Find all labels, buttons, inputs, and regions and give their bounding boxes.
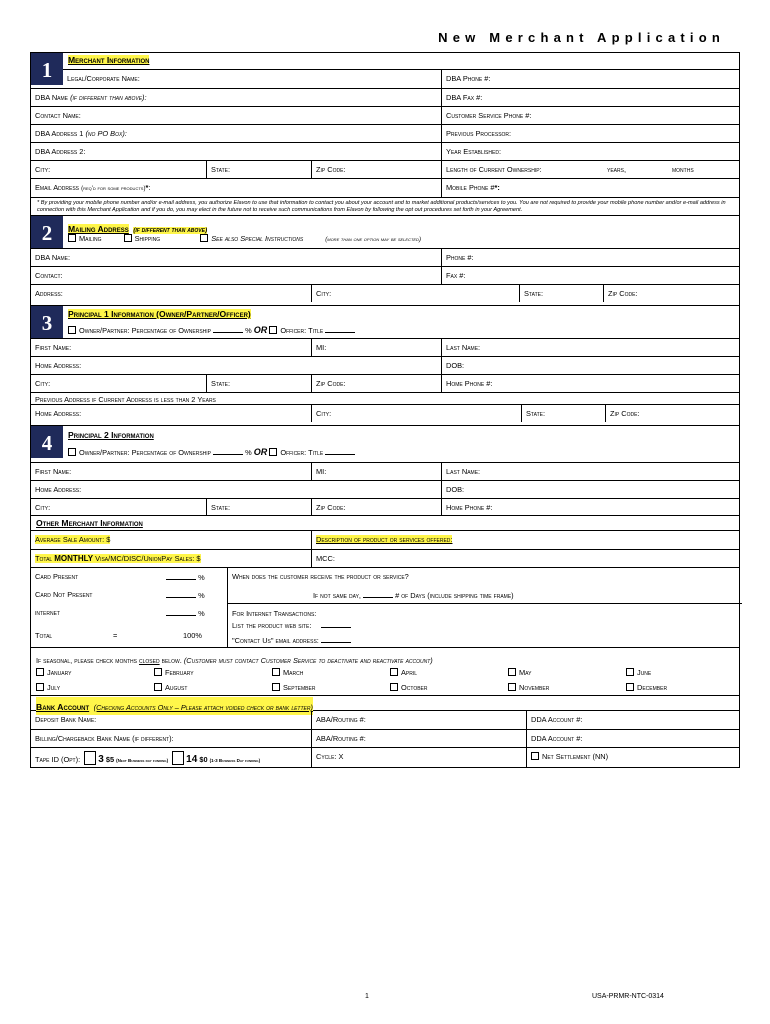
application-form xyxy=(30,52,740,768)
section-mailing-address: 2 Mailing Address (if different than above) Mailing Shipping See also Special Instructions (more than one option may be selected) DBA Name: Phone #: Contact: Fax #: Address: City: State: Zip Code: xyxy=(30,216,740,306)
tape-14-checkbox[interactable] xyxy=(172,751,184,765)
p2-mi-field[interactable]: MI: xyxy=(311,463,441,480)
card-not-present-pct-input[interactable]: % xyxy=(166,590,205,600)
mail-contact-field[interactable]: Contact: xyxy=(35,271,63,280)
mobile-phone-field[interactable]: Mobile Phone #*: xyxy=(441,179,741,197)
section-heading: Principal 2 Information xyxy=(68,430,154,440)
dba-address1-field[interactable]: DBA Address 1 (no PO Box): xyxy=(35,129,127,138)
deposit-dda-field[interactable]: DDA Account #: xyxy=(526,711,741,729)
p1-dob-field[interactable]: DOB: xyxy=(441,357,741,374)
page-title: New Merchant Application xyxy=(438,30,725,45)
p2-zip-field[interactable]: Zip Code: xyxy=(311,499,441,516)
p2-dob-field[interactable]: DOB: xyxy=(441,481,741,498)
p1-home-phone-field[interactable]: Home Phone #: xyxy=(441,375,741,392)
cs-phone-field[interactable]: Customer Service Phone #: xyxy=(441,107,741,124)
p1-first-name-field[interactable]: First Name: xyxy=(35,343,72,352)
prev-processor-field[interactable]: Previous Processor: xyxy=(441,125,741,142)
billing-aba-field[interactable]: ABA/Routing #: xyxy=(311,730,526,747)
month-checkbox-may[interactable]: May xyxy=(508,668,531,677)
tape-3-checkbox[interactable] xyxy=(84,751,96,765)
p1-prev-address-field[interactable]: Home Address: xyxy=(35,409,82,418)
card-present-pct-input[interactable]: % xyxy=(166,572,205,582)
month-checkbox-august[interactable]: August xyxy=(154,683,187,692)
form-code: USA-PRMR-NTC-0314 xyxy=(592,993,664,1000)
mail-state-field[interactable]: State: xyxy=(519,285,604,302)
mail-city-field[interactable]: City: xyxy=(311,285,521,302)
ownership-pct-input[interactable] xyxy=(213,325,243,333)
p1-prev-state-field[interactable]: State: xyxy=(521,405,606,422)
owner-partner-checkbox[interactable]: Owner/Partner: Percentage of Ownership xyxy=(68,326,211,335)
p1-city-field[interactable]: City: xyxy=(35,379,51,388)
billing-bank-field[interactable]: Billing/Chargeback Bank Name (if different): xyxy=(35,734,174,743)
page-number: 1 xyxy=(365,993,369,1000)
month-checkbox-march[interactable]: March xyxy=(272,668,303,677)
product-description-field[interactable]: Description of product or services offered: xyxy=(311,531,741,549)
previous-address-note: Previous Address if Current Address is less than 2 Years xyxy=(35,395,216,404)
privacy-disclaimer: * By providing your mobile phone number and/or e-mail address, you authorize Elavon to use that information to contact you about your account and to market additional products/services to you. You are not required to provide your mobile phone number and/or e-mail address in connection with this Merchant Application and if you do, you may elect in the future not to receive such communications from Elavon by following the opt out procedures set forth in your Agreement. xyxy=(31,197,739,216)
average-sale-field[interactable]: Average Sale Amount: $ xyxy=(35,535,111,544)
dba-address2-field[interactable]: DBA Address 2: xyxy=(35,147,86,156)
month-checkbox-february[interactable]: February xyxy=(154,668,194,677)
billing-dda-field[interactable]: DDA Account #: xyxy=(526,730,741,747)
mail-zip-field[interactable]: Zip Code: xyxy=(603,285,741,302)
mcc-field[interactable]: MCC: xyxy=(311,550,741,567)
section-number-3: 3 xyxy=(31,306,63,338)
net-settlement-checkbox[interactable]: Net Settlement (NN) xyxy=(526,748,741,767)
month-checkbox-january[interactable]: January xyxy=(36,668,71,677)
section-heading: Mailing Address xyxy=(68,224,129,234)
p1-state-field[interactable]: State: xyxy=(206,375,311,392)
p1-prev-city-field[interactable]: City: xyxy=(311,405,521,422)
section-heading: Merchant Information xyxy=(68,55,150,65)
p1-prev-zip-field[interactable]: Zip Code: xyxy=(605,405,741,422)
days-input[interactable]: If not same day, # of Days (include shipping time frame) xyxy=(313,591,514,600)
month-checkbox-april[interactable]: April xyxy=(390,668,417,677)
section-heading: Other Merchant Information xyxy=(36,518,143,528)
section-bank-account: Bank Account (Checking Accounts Only – Please attach voided check or bank letter) Deposit Bank Name: ABA/Routing #: DDA Account #: Billing/Chargeback Bank Name (if different): ABA/Routing #: DDA Account #: Tape ID (Opt): 3 $5 (Next Business day funding) 14 $0 (1-3 Business Day funding) Cycle: X Net Settlement (NN) xyxy=(30,696,740,768)
p2-home-address-field[interactable]: Home Address: xyxy=(35,485,82,494)
email-field[interactable]: Email Address (req'd for some products)*: xyxy=(35,183,151,192)
mail-dba-name-field[interactable]: DBA Name: xyxy=(35,253,71,262)
section-heading: Principal 1 Information (Owner/Partner/Officer) xyxy=(68,309,251,319)
web-site-input[interactable]: List the product web site: xyxy=(232,620,351,630)
section-principal-1: 3 Principal 1 Information (Owner/Partner/Officer) Owner/Partner: Percentage of Ownership % OR Officer: Title First Name: MI: Last Name: Home Address: DOB: City: State: Zip Code: Home Phone #: Previous Address if Current Address is less than 2 Years Home Address: City: State: Zip Code: xyxy=(30,306,740,426)
internet-pct-input[interactable]: % xyxy=(166,608,205,618)
total-monthly-sales-field[interactable]: Total MONTHLY Visa/MC/DISC/UnionPay Sales: $ xyxy=(35,554,201,563)
mail-fax-field[interactable]: Fax #: xyxy=(441,267,741,284)
officer-checkbox[interactable]: Officer: Title xyxy=(269,326,323,335)
month-checkbox-december[interactable]: December xyxy=(626,683,667,692)
month-checkbox-june[interactable]: June xyxy=(626,668,651,677)
month-checkbox-september[interactable]: September xyxy=(272,683,315,692)
p2-home-phone-field[interactable]: Home Phone #: xyxy=(441,499,741,516)
month-checkbox-november[interactable]: November xyxy=(508,683,549,692)
section-seasonal: If seasonal, please check months closed below. (Customer must contact Customer Service to deactivate and reactivate account) January February March April May June July August September October November December xyxy=(30,648,740,696)
zip-field[interactable]: Zip Code: xyxy=(311,161,441,178)
p1-home-address-field[interactable]: Home Address: xyxy=(35,361,82,370)
section-merchant-information xyxy=(30,52,740,216)
p1-zip-field[interactable]: Zip Code: xyxy=(311,375,441,392)
length-ownership-field[interactable]: Length of Current Ownership: years, months xyxy=(441,161,741,178)
month-checkbox-july[interactable]: July xyxy=(36,683,60,692)
cycle-field: Cycle: X xyxy=(311,748,526,767)
special-instructions-checkbox[interactable]: See also Special Instructions xyxy=(200,234,303,243)
p2-officer-title-input[interactable] xyxy=(325,447,355,455)
contact-name-field[interactable]: Contact Name: xyxy=(35,111,81,120)
legal-name-field[interactable]: Legal/Corporate Name: xyxy=(67,74,140,83)
mailing-checkbox[interactable]: Mailing xyxy=(68,234,102,243)
tape-id-field: Tape ID (Opt): 3 $5 (Next Business day funding) 14 $0 (1-3 Business Day funding) xyxy=(31,748,311,767)
p2-owner-partner-checkbox[interactable]: Owner/Partner: Percentage of Ownership xyxy=(68,448,211,457)
officer-title-input[interactable] xyxy=(325,325,355,333)
dba-name-field[interactable]: DBA Name (if different than above): xyxy=(35,93,147,102)
section-number-2: 2 xyxy=(31,216,63,248)
section-number-1: 1 xyxy=(31,53,63,85)
section-number-4: 4 xyxy=(31,426,63,458)
p2-first-name-field[interactable]: First Name: xyxy=(35,467,72,476)
shipping-checkbox[interactable]: Shipping xyxy=(124,234,161,243)
city-field[interactable]: City: xyxy=(35,165,51,174)
month-checkbox-october[interactable]: October xyxy=(390,683,428,692)
dba-fax-field[interactable]: DBA Fax #: xyxy=(441,89,741,106)
deposit-aba-field[interactable]: ABA/Routing #: xyxy=(311,711,526,729)
mail-phone-field[interactable]: Phone #: xyxy=(441,249,741,266)
p2-city-field[interactable]: City: xyxy=(35,503,51,512)
p1-last-name-field[interactable]: Last Name: xyxy=(441,339,741,356)
p1-mi-field[interactable]: MI: xyxy=(311,339,441,356)
deposit-bank-field[interactable]: Deposit Bank Name: xyxy=(35,715,97,724)
state-field[interactable]: State: xyxy=(206,161,311,178)
mail-address-field[interactable]: Address: xyxy=(35,289,63,298)
dba-phone-field[interactable]: DBA Phone #: xyxy=(441,70,741,88)
p2-last-name-field[interactable]: Last Name: xyxy=(441,463,741,480)
section-other-merchant-info: Other Merchant Information Average Sale Amount: $ Description of product or services offered: Total MONTHLY Visa/MC/DISC/UnionPay Sales: $ MCC: Card Present Card Not Present internet Total = % % % 100% When does the customer receive the product or service? If not same day, # of Days (include shipping time frame) For Internet Transactions: List the product web site: "Contact Us" email address: xyxy=(30,516,740,648)
section-principal-2: 4 Principal 2 Information Owner/Partner: Percentage of Ownership % OR Officer: Title First Name: MI: Last Name: Home Address: DOB: City: State: Zip Code: Home Phone #: xyxy=(30,426,740,516)
contact-email-input[interactable]: "Contact Us" email address: xyxy=(232,635,351,645)
p2-ownership-pct-input[interactable] xyxy=(213,447,243,455)
p2-officer-checkbox[interactable]: Officer: Title xyxy=(269,448,323,457)
p2-state-field[interactable]: State: xyxy=(206,499,311,516)
section-heading: Bank Account xyxy=(36,702,90,712)
year-established-field[interactable]: Year Established: xyxy=(441,143,741,160)
